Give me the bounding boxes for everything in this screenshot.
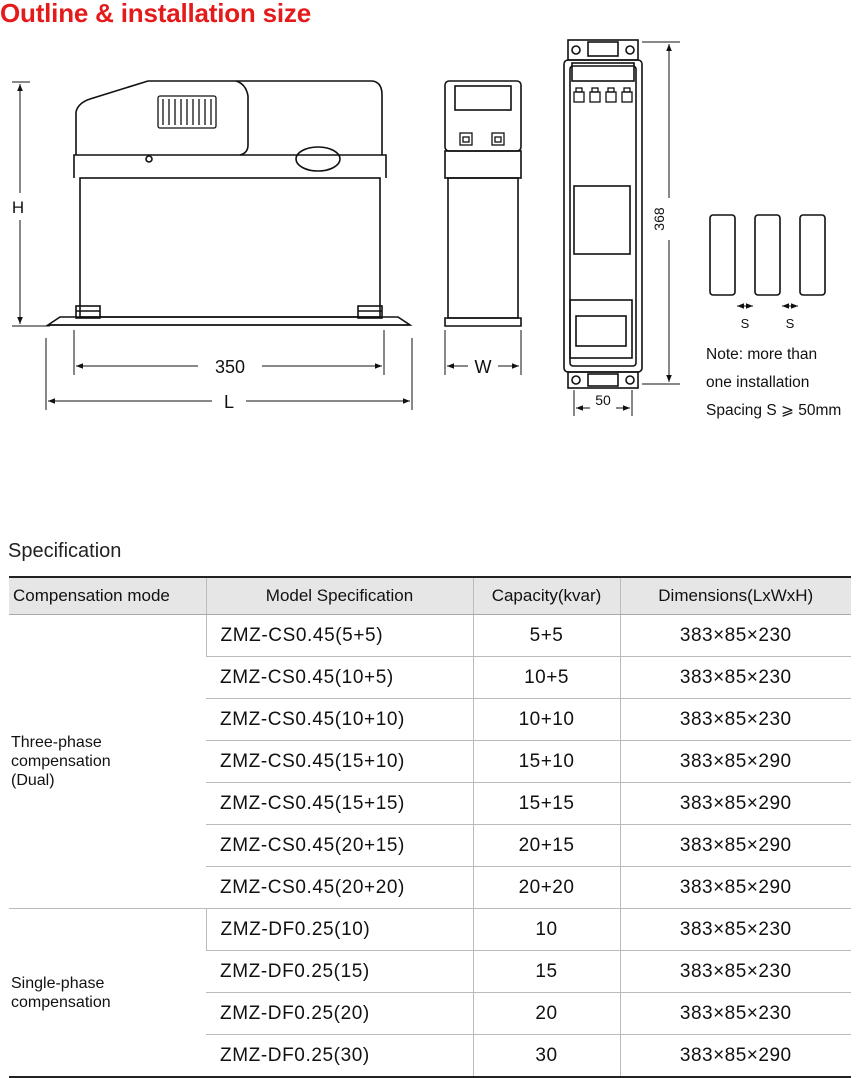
dimensions-cell: 383×85×290 — [620, 783, 851, 825]
dimensions-cell: 383×85×290 — [620, 1035, 851, 1078]
note-line-2: one installation — [706, 374, 810, 391]
capacity-cell: 15 — [473, 951, 620, 993]
model-cell: ZMZ-CS0.45(20+15) — [206, 825, 473, 867]
model-cell: ZMZ-DF0.25(20) — [206, 993, 473, 1035]
capacity-cell: 30 — [473, 1035, 620, 1078]
dimensions-cell: 383×85×230 — [620, 699, 851, 741]
vent-icon — [158, 96, 216, 128]
compensation-mode-cell — [9, 909, 206, 1078]
front-view — [12, 81, 412, 410]
dimensions-cell: 383×85×230 — [620, 615, 851, 657]
specification-table — [9, 576, 851, 1078]
capacity-cell: 15+10 — [473, 741, 620, 783]
table-row — [9, 615, 851, 657]
dimensions-cell: 383×85×230 — [620, 993, 851, 1035]
capacity-cell: 10 — [473, 909, 620, 951]
column-header: Model Specification — [206, 577, 473, 615]
model-cell: ZMZ-CS0.45(10+5) — [206, 657, 473, 699]
table-header-row — [9, 577, 851, 615]
capacity-cell: 15+15 — [473, 783, 620, 825]
dimensions-cell: 383×85×230 — [620, 909, 851, 951]
capacity-cell: 5+5 — [473, 615, 620, 657]
spacing-diagram — [710, 215, 825, 306]
note-line-3: Spacing S ⩾ 50mm — [706, 402, 842, 419]
model-cell: ZMZ-CS0.45(20+20) — [206, 867, 473, 909]
dim-top-length-label: 368 — [651, 207, 667, 231]
capacity-cell: 20+15 — [473, 825, 620, 867]
model-cell: ZMZ-CS0.45(15+10) — [206, 741, 473, 783]
dim-side-width-label: W — [474, 357, 492, 377]
model-cell: ZMZ-DF0.25(15) — [206, 951, 473, 993]
column-header: Compensation mode — [9, 577, 206, 615]
outline-drawing — [0, 0, 860, 440]
model-cell: ZMZ-CS0.45(15+15) — [206, 783, 473, 825]
capacity-cell: 20+20 — [473, 867, 620, 909]
page-heading: Outline & installation size — [0, 0, 311, 28]
column-header: Capacity(kvar) — [473, 577, 620, 615]
note-line-1: Note: more than — [706, 346, 818, 363]
dim-top-width-label: 50 — [595, 392, 611, 408]
dim-length-label: L — [223, 392, 235, 412]
dimensions-cell: 383×85×290 — [620, 741, 851, 783]
spacing-label-1: S — [740, 316, 750, 331]
capacity-cell: 10+5 — [473, 657, 620, 699]
dimensions-cell: 383×85×230 — [620, 657, 851, 699]
dimensions-cell: 383×85×230 — [620, 951, 851, 993]
table-row — [9, 909, 851, 951]
model-cell: ZMZ-CS0.45(10+10) — [206, 699, 473, 741]
dimensions-cell: 383×85×290 — [620, 825, 851, 867]
side-view — [445, 81, 521, 375]
compensation-mode-text: Single-phase compensation — [11, 974, 111, 1011]
terminal-icon — [460, 133, 504, 145]
model-cell: ZMZ-DF0.25(10) — [206, 909, 473, 951]
model-cell: ZMZ-CS0.45(5+5) — [206, 615, 473, 657]
dimensions-cell: 383×85×290 — [620, 867, 851, 909]
column-header: Dimensions(LxWxH) — [620, 577, 851, 615]
dim-width-label: 350 — [214, 357, 246, 377]
compensation-mode-cell — [9, 615, 206, 909]
capacity-cell: 20 — [473, 993, 620, 1035]
dim-height-label: H — [11, 198, 25, 217]
compensation-mode-text: Three-phase compensation (Dual) — [11, 734, 111, 789]
specification-title: Specification — [8, 540, 122, 562]
model-cell: ZMZ-DF0.25(30) — [206, 1035, 473, 1078]
spacing-label-2: S — [785, 316, 795, 331]
capacity-cell: 10+10 — [473, 699, 620, 741]
terminal-block-icon — [574, 88, 632, 102]
